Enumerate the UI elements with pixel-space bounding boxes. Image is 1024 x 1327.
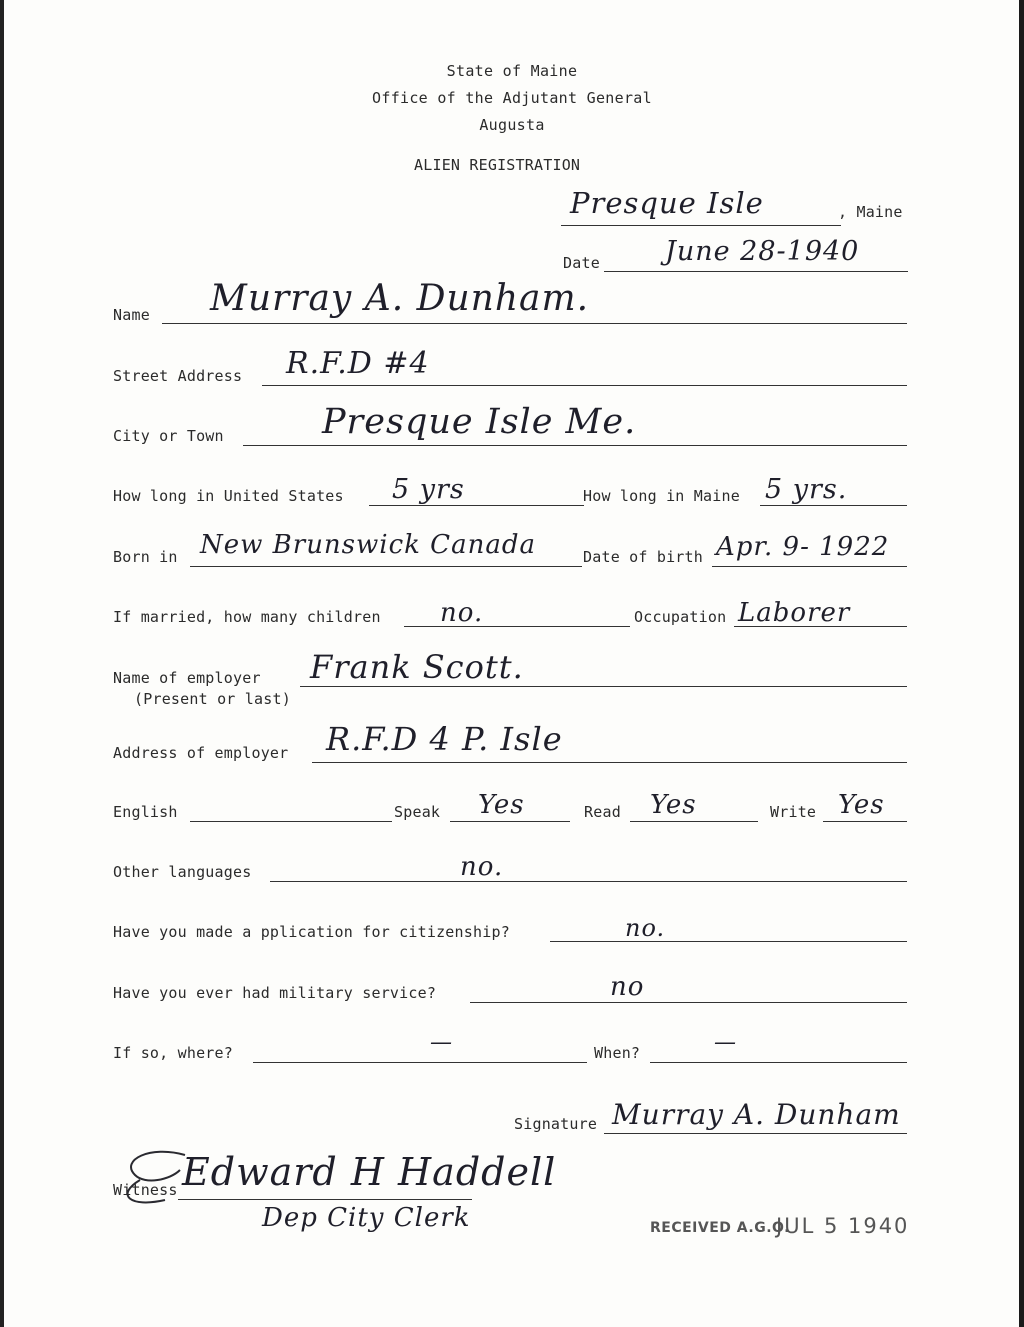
witness-title: Dep City Clerk [262,1203,471,1233]
date-label: Date [563,254,600,272]
english-line [190,821,392,822]
witness-signature: Edward H Haddell [182,1150,557,1194]
date-of-birth-line [712,566,907,567]
employer-address-value: R.F.D 4 P. Isle [326,720,563,758]
scan-edge-left [0,0,4,1327]
english-label: English [113,803,178,821]
children-line [404,626,630,627]
children-label: If married, how many children [113,608,381,626]
occupation-label: Occupation [634,608,727,626]
witness-line [178,1199,472,1200]
read-label: Read [584,803,621,821]
employer-name-value: Frank Scott. [310,648,524,686]
town-line [561,225,841,226]
other-languages-line [270,881,907,882]
born-in-value: New Brunswick Canada [200,530,536,560]
read-value: Yes [650,790,697,820]
speak-label: Speak [394,803,441,821]
date-of-birth-value: Apr. 9- 1922 [716,532,890,562]
military-value: no [610,972,645,1002]
citizenship-line [550,941,907,942]
employer-note: (Present or last) [134,690,291,708]
signature-label: Signature [514,1115,598,1133]
name-value: Murray A. Dunham. [210,278,590,319]
street-address-line [262,385,907,386]
military-line [470,1002,907,1003]
header-city: Augusta [479,116,545,134]
date-of-birth-label: Date of birth [583,548,703,566]
form-title: ALIEN REGISTRATION [414,156,581,174]
when-label: When? [594,1044,641,1062]
received-stamp-date: JUL 5 1940 [776,1214,910,1238]
when-value: — [714,1030,737,1055]
born-in-line [190,566,582,567]
write-line [823,821,907,822]
how-long-maine-value: 5 yrs. [765,474,848,505]
how-long-us-value: 5 yrs [392,474,465,505]
date-line [604,271,908,272]
city-value: Presque Isle Me. [322,402,637,442]
witness-label: Witness [113,1181,178,1199]
write-value: Yes [838,790,885,820]
how-long-maine-line [760,505,907,506]
where-label: If so, where? [113,1044,233,1062]
street-address-label: Street Address [113,367,243,385]
city-line [243,445,907,446]
employer-address-line [312,762,907,763]
scan-edge-right [1019,0,1024,1327]
city-label: City or Town [113,427,224,445]
employer-address-label: Address of employer [113,744,289,762]
occupation-value: Laborer [738,598,851,628]
town-value: Presque Isle [570,186,764,220]
other-languages-label: Other languages [113,863,252,881]
speak-value: Yes [478,790,525,820]
header-state: State of Maine [446,62,578,80]
name-label: Name [113,306,150,324]
header-office: Office of the Adjutant General [372,89,652,107]
when-line [650,1062,907,1063]
employer-name-line [300,686,907,687]
how-long-us-line [369,505,584,506]
how-long-maine-label: How long in Maine [583,487,740,505]
where-line [253,1062,587,1063]
speak-line [450,821,570,822]
write-label: Write [770,803,817,821]
citizenship-label: Have you made a pplication for citizenship? [113,923,510,941]
signature-value: Murray A. Dunham [612,1098,901,1131]
children-value: no. [440,598,484,628]
name-line [162,323,907,324]
born-in-label: Born in [113,548,178,566]
read-line [630,821,758,822]
other-languages-value: no. [460,852,504,882]
military-label: Have you ever had military service? [113,984,437,1002]
date-value: June 28-1940 [665,236,860,267]
street-address-value: R.F.D #4 [286,346,430,381]
where-value: — [430,1030,453,1055]
how-long-us-label: How long in United States [113,487,344,505]
maine-label: , Maine [838,203,903,221]
signature-line [604,1133,907,1134]
citizenship-value: no. [625,914,666,942]
employer-name-label: Name of employer [113,669,261,687]
received-stamp-label: RECEIVED A.G.O. [650,1220,790,1236]
